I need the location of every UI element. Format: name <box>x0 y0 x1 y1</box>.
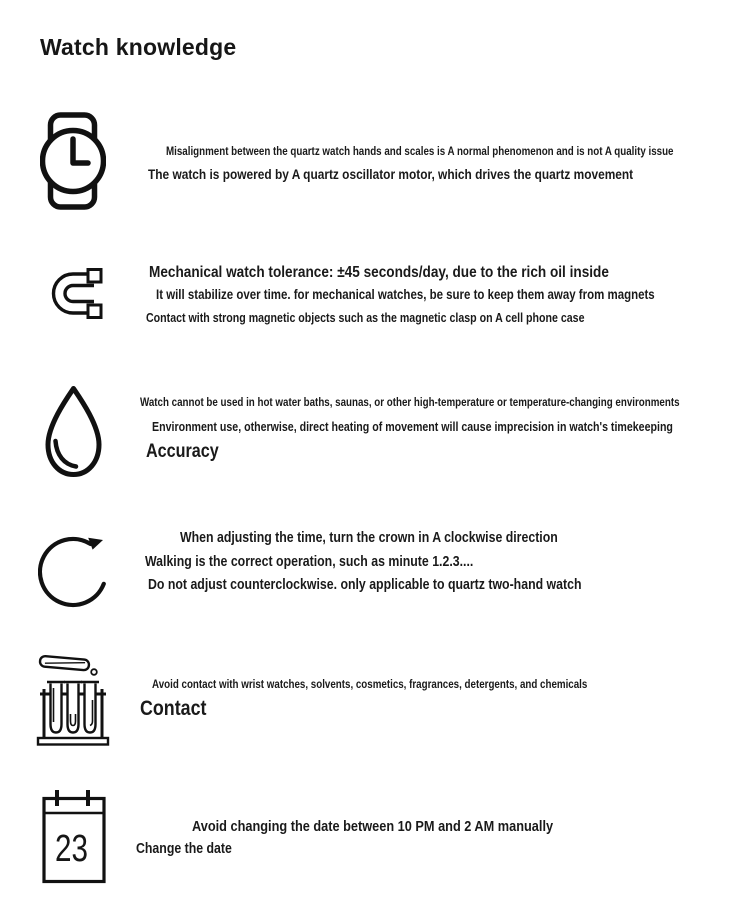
test-tubes-icon <box>30 652 114 746</box>
calendar-day-number: 23 <box>55 828 88 870</box>
text-line: Walking is the correct operation, such as minute 1.2.3.... <box>145 554 474 570</box>
text-line: Misalignment between the quartz watch hands and scales is A normal phenomenon and is not A quality issue <box>166 146 674 158</box>
text-line: Environment use, otherwise, direct heating of movement will cause imprecision in watch's timekeeping <box>152 420 673 434</box>
text-line: Do not adjust counterclockwise. only applicable to quartz two-hand watch <box>148 577 582 593</box>
clockwise-arrow-icon <box>38 526 108 611</box>
text-line: The watch is powered by A quartz oscillator motor, which drives the quartz movement <box>148 166 634 182</box>
text-line: Avoid changing the date between 10 PM and 2 AM manually <box>192 818 554 835</box>
page-title: Watch knowledge <box>40 34 237 60</box>
accuracy-heading: Accuracy <box>146 441 219 462</box>
magnet-icon <box>48 266 104 322</box>
contact-heading: Contact <box>140 697 207 720</box>
text-line: Mechanical watch tolerance: ±45 seconds/day, due to the rich oil inside <box>149 264 609 281</box>
calendar-icon <box>42 790 106 884</box>
water-drop-icon <box>40 384 107 479</box>
text-line: When adjusting the time, turn the crown in A clockwise direction <box>180 530 558 546</box>
wristwatch-icon <box>40 112 106 210</box>
text-line: Avoid contact with wrist watches, solvents, cosmetics, fragrances, detergents, and chemicals <box>152 679 588 691</box>
text-line: It will stabilize over time. for mechanical watches, be sure to keep them away from magnets <box>156 287 655 302</box>
text-line: Contact with strong magnetic objects such as the magnetic clasp on A cell phone case <box>146 311 585 325</box>
text-line: Change the date <box>136 841 232 857</box>
text-line: Watch cannot be used in hot water baths, saunas, or other high-temperature or temperature-changing environments <box>140 397 680 409</box>
